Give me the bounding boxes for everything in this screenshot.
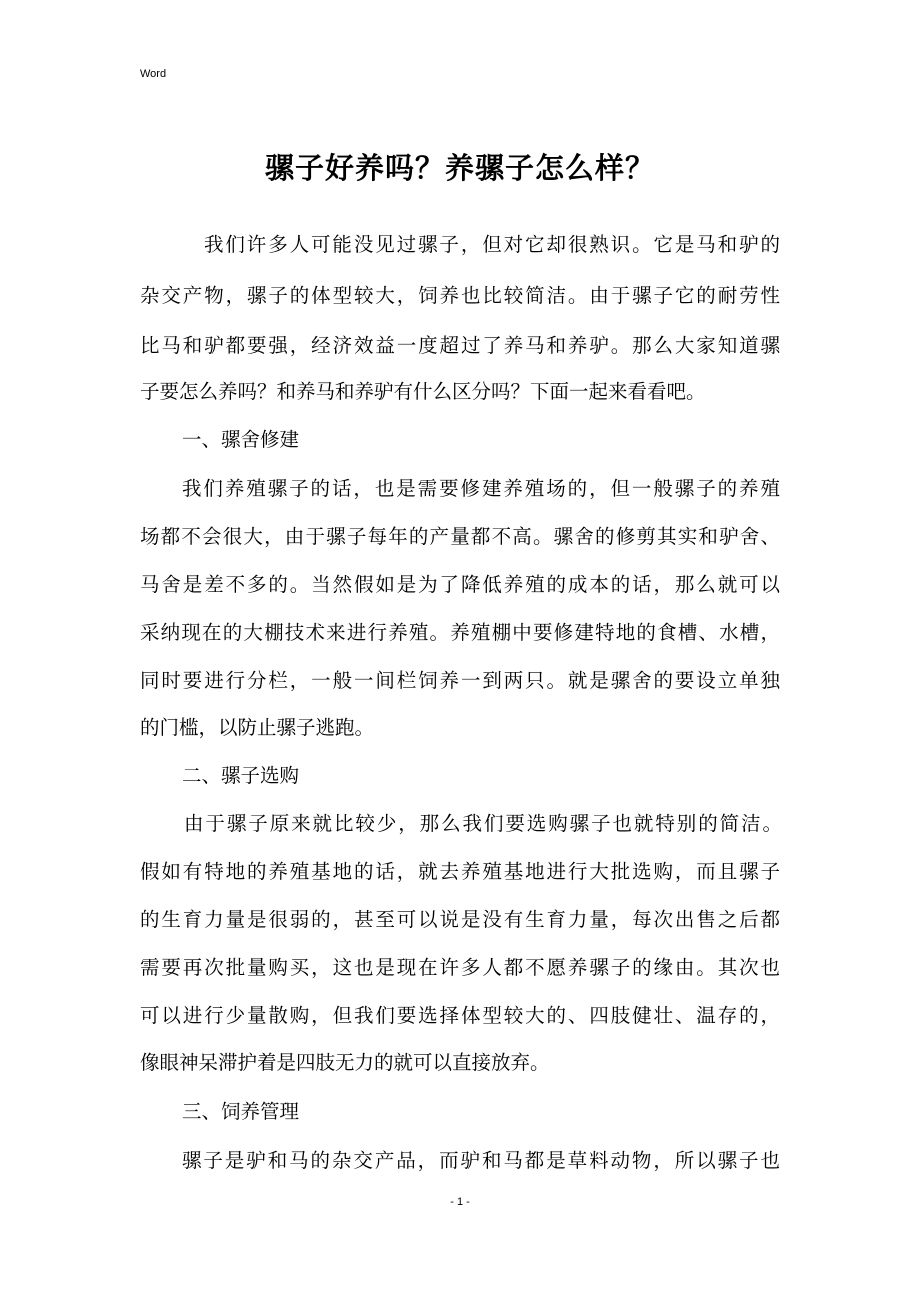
paragraph-line: 可以进行少量散购，但我们要选择体型较大的、四肢健壮、温存的，	[140, 1004, 780, 1027]
paragraph-line: 假如有特地的养殖基地的话，就去养殖基地进行大批选购，而且骡子	[140, 860, 780, 883]
paragraph-line: 由于骡子原来就比较少，那么我们要选购骡子也就特别的简洁。	[184, 812, 782, 835]
paragraph-line: 场都不会很大，由于骡子每年的产量都不高。骡舍的修剪其实和驴舍、	[140, 525, 780, 548]
section-heading: 二、骡子选购	[182, 764, 300, 787]
paragraph-line: 骡子是驴和马的杂交产品，而驴和马都是草料动物，所以骡子也	[182, 1149, 780, 1172]
section-heading: 三、饲养管理	[182, 1100, 300, 1123]
paragraph-line: 子要怎么养吗？和养马和养驴有什么区分吗？下面一起来看看吧。	[140, 380, 706, 403]
document-title: 骡子好养吗？养骡子怎么样？	[264, 151, 655, 185]
paragraph-line: 我们养殖骡子的话，也是需要修建养殖场的，但一般骡子的养殖	[182, 477, 780, 500]
paragraph-line: 马舍是差不多的。当然假如是为了降低养殖的成本的话，那么就可以	[140, 573, 780, 596]
paragraph-line: 需要再次批量购买，这也是现在许多人都不愿养骡子的缘由。其次也	[140, 956, 780, 979]
section-heading: 一、骡舍修建	[182, 428, 300, 451]
paragraph-line: 我们许多人可能没见过骡子，但对它却很熟识。它是马和驴的	[204, 233, 780, 256]
paragraph-line: 的门槛，以防止骡子逃跑。	[140, 716, 375, 739]
paragraph-line: 同时要进行分栏，一般一间栏饲养一到两只。就是骡舍的要设立单独	[140, 669, 780, 692]
paragraph-line: 采纳现在的大棚技术来进行养殖。养殖棚中要修建特地的食槽、水槽，	[140, 621, 780, 644]
app-label: Word	[140, 68, 167, 80]
paragraph-line: 像眼神呆滞护着是四肢无力的就可以直接放弃。	[140, 1051, 550, 1074]
page-number: - 1 -	[450, 1196, 470, 1208]
paragraph-line: 的生育力量是很弱的，甚至可以说是没有生育力量，每次出售之后都	[140, 908, 780, 931]
paragraph-line: 比马和驴都要强，经济效益一度超过了养马和养驴。那么大家知道骡	[140, 334, 780, 357]
paragraph-line: 杂交产物，骡子的体型较大，饲养也比较简洁。由于骡子它的耐劳性	[140, 284, 780, 307]
